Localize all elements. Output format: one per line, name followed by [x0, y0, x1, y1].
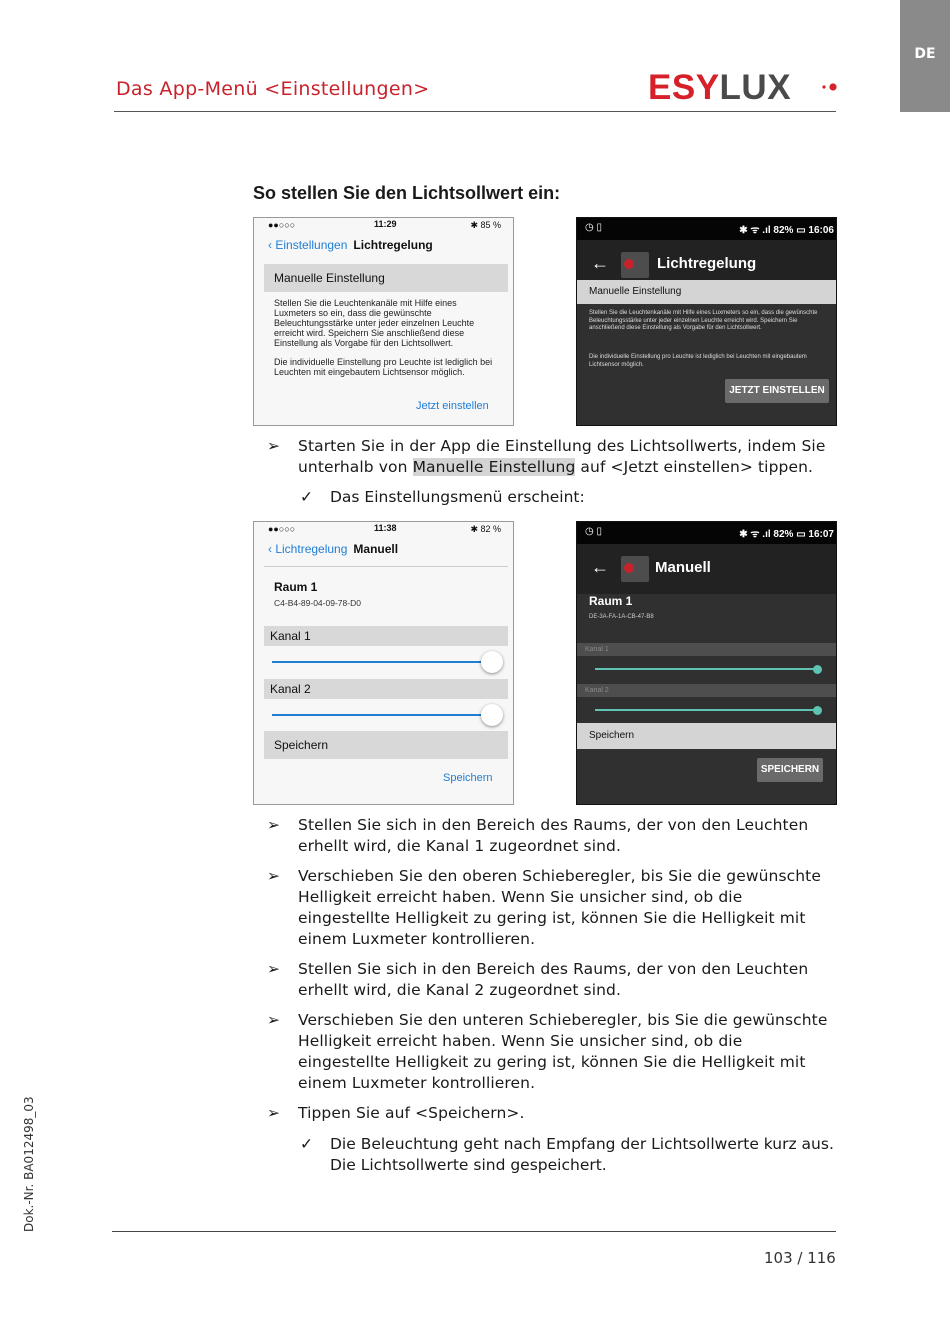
speichern-link[interactable]: Speichern [443, 772, 493, 784]
step-text: Tippen Sie auf <Speichern>. [298, 1104, 525, 1122]
back-arrow-icon[interactable]: ← [591, 557, 609, 577]
arrow-bullet-icon: ➢ [267, 437, 281, 455]
footer-divider [112, 1231, 836, 1232]
room-name: Raum 1 [274, 580, 318, 594]
step-text-end: auf <Jetzt einstellen> tippen. [575, 458, 814, 476]
room-name: Raum 1 [589, 594, 633, 608]
result-line [300, 487, 840, 508]
channel-1-bar: Kanal 1 [577, 643, 836, 656]
status-time: 11:29 [374, 219, 397, 229]
ios-status-bar [254, 218, 513, 232]
arrow-bullet-icon: ➢ [267, 867, 281, 885]
battery-status: ✱ 82 % [470, 524, 501, 534]
nav-divider [264, 566, 508, 567]
back-arrow-icon[interactable]: ← [591, 253, 609, 273]
android-screenshot-lichtregelung [576, 217, 837, 426]
logo-dots-icon [820, 80, 840, 94]
channel-1-slider-track[interactable] [272, 661, 492, 663]
checkmark-icon: ✓ [300, 488, 313, 506]
notification-icons: ◷ ▯ [585, 526, 603, 537]
instruction-step [267, 1103, 837, 1124]
arrow-bullet-icon: ➢ [267, 1104, 281, 1122]
channel-1-bar: Kanal 1 [264, 626, 508, 646]
document-number: Dok.-Nr. BA012498_03 [22, 1096, 36, 1232]
ios-screenshot-manuell [253, 521, 514, 805]
instruction-step [267, 815, 837, 857]
language-label: DE [914, 46, 936, 62]
result-text: Das Einstellungsmenü erscheint: [330, 488, 585, 506]
step-text: Verschieben Sie den oberen Schieberegler, bis Sie die gewünschte Helligkeit erreicht haben. Wenn Sie unsicher sind, ob die eingestellte Helligkeit zu gering ist, können Sie die Helligkeit mit einem Luxmeter kontrollieren. [298, 867, 821, 948]
battery-status: ✱ 85 % [470, 220, 501, 230]
channel-1-slider-track[interactable] [595, 668, 817, 670]
android-status-bar [577, 522, 836, 544]
channel-2-slider-track[interactable] [272, 714, 492, 716]
manual-setting-bar: Manuelle Einstellung [577, 280, 836, 304]
app-logo-icon [621, 252, 649, 278]
manual-setting-bar: Manuelle Einstellung [264, 264, 508, 292]
channel-1-slider-knob[interactable] [813, 665, 822, 674]
channel-1-slider-knob[interactable] [481, 651, 503, 673]
page-title: Das App-Menü <Einstellungen> [116, 78, 430, 100]
signal-dots: ●●○○○ [268, 524, 296, 534]
highlighted-term: Manuelle Einstellung [412, 458, 576, 476]
android-screenshot-manuell [576, 521, 837, 805]
description-text: Stellen Sie die Leuchtenkanäle mit Hilfe eines Luxmeters so ein, dass die gewünschte Beleuchtungsstärke unter jeder einzelnen Leuchte erreicht wird. Speichern Sie anschließend diese Einstellung als Vorgabe für den Lichtsollwert. [274, 298, 475, 348]
back-button[interactable]: ‹ Lichtregelung [268, 542, 348, 556]
result-text: Die Beleuchtung geht nach Empfang der Lichtsollwerte kurz aus. Die Lichtsollwerte sind gespeichert. [330, 1135, 834, 1174]
save-bar: Speichern [264, 731, 508, 759]
header-divider [114, 111, 836, 112]
app-logo-icon [621, 556, 649, 582]
description-text: Stellen Sie die Leuchtenkanäle mit Hilfe eines Luxmeters so ein, dass die gewünschte Beleuchtungsstärke unter jeder einzelnen Leuchte erreicht wird. Speichern Sie anschließend diese Einstellung als Vorgabe für den Lichtsollwert. [589, 310, 818, 331]
status-indicators: ✱ ᯤ .ıl 82% ▭ 16:07 [739, 529, 834, 540]
section-heading: So stellen Sie den Lichtsollwert ein: [253, 183, 561, 203]
checkmark-icon: ✓ [300, 1135, 313, 1153]
step-text: Stellen Sie sich in den Bereich des Raums, der von den Leuchten erhellt wird, die Kanal 1 zugeordnet sind. [298, 816, 809, 855]
step-text: Stellen Sie sich in den Bereich des Raums, der von den Leuchten erhellt wird, die Kanal 2 zugeordnet sind. [298, 960, 809, 999]
back-label: Lichtregelung [275, 542, 348, 556]
channel-2-slider-knob[interactable] [481, 704, 503, 726]
status-indicators: ✱ ᯤ .ıl 82% ▭ 16:06 [739, 225, 834, 236]
ios-screenshot-lichtregelung [253, 217, 514, 426]
instruction-step [267, 1010, 837, 1094]
channel-2-slider-track[interactable] [595, 709, 817, 711]
arrow-bullet-icon: ➢ [267, 1011, 281, 1029]
nav-title: Lichtregelung [353, 238, 433, 252]
android-status-bar [577, 218, 836, 240]
logo-grey-part: LUX [719, 68, 792, 107]
nav-title: Manuell [353, 542, 399, 556]
result-line [300, 1134, 836, 1176]
logo-red-part: ESY [648, 68, 720, 107]
esylux-logo [648, 70, 791, 106]
speichern-button[interactable]: SPEICHERN [757, 758, 823, 782]
ios-nav-bar [268, 542, 398, 556]
jetzt-einstellen-link[interactable]: Jetzt einstellen [416, 400, 489, 412]
status-time: 11:38 [374, 523, 397, 533]
room-mac-address: DE-3A-FA-1A-CB-47-B8 [589, 614, 654, 620]
back-label: Einstellungen [275, 238, 348, 252]
arrow-bullet-icon: ➢ [267, 816, 281, 834]
signal-dots: ●●○○○ [268, 220, 296, 230]
note-text: Die individuelle Einstellung pro Leuchte ist lediglich bei Leuchten mit eingebautem Lichtsensor möglich. [274, 357, 493, 377]
channel-2-slider-knob[interactable] [813, 706, 822, 715]
notification-icons: ◷ ▯ [585, 222, 603, 233]
ios-status-bar [254, 522, 513, 536]
language-tab [900, 0, 950, 112]
save-bar: Speichern [577, 723, 836, 749]
toolbar-title: Manuell [655, 559, 711, 576]
page-number: 103 / 116 [764, 1249, 836, 1267]
step-text [298, 436, 837, 478]
instruction-step [267, 959, 837, 1001]
note-text: Die individuelle Einstellung pro Leuchte ist lediglich bei Leuchten mit eingebautem Lichtsensor möglich. [589, 354, 807, 368]
step-text-start: Starten Sie in der App die Einstellung des Lichtsollwerts, indem Sie unterhalb von [298, 437, 826, 476]
android-toolbar [577, 544, 836, 594]
channel-2-bar: Kanal 2 [577, 684, 836, 697]
channel-2-bar: Kanal 2 [264, 679, 508, 699]
jetzt-einstellen-button[interactable]: JETZT EINSTELLEN [725, 379, 829, 403]
ios-nav-bar [268, 238, 433, 252]
instruction-step [267, 866, 837, 950]
toolbar-title: Lichtregelung [657, 255, 757, 272]
instruction-step [267, 436, 837, 478]
step-text: Verschieben Sie den unteren Schieberegler, bis Sie die gewünschte Helligkeit erreicht haben. Wenn Sie unsicher sind, ob die eingestellte Helligkeit zu gering ist, können Sie die Helligkeit mit einem Luxmeter kontrollieren. [298, 1011, 828, 1092]
back-button[interactable]: ‹ Einstellungen [268, 238, 348, 252]
arrow-bullet-icon: ➢ [267, 960, 281, 978]
room-mac-address: C4-B4-89-04-09-78-D0 [274, 598, 361, 608]
